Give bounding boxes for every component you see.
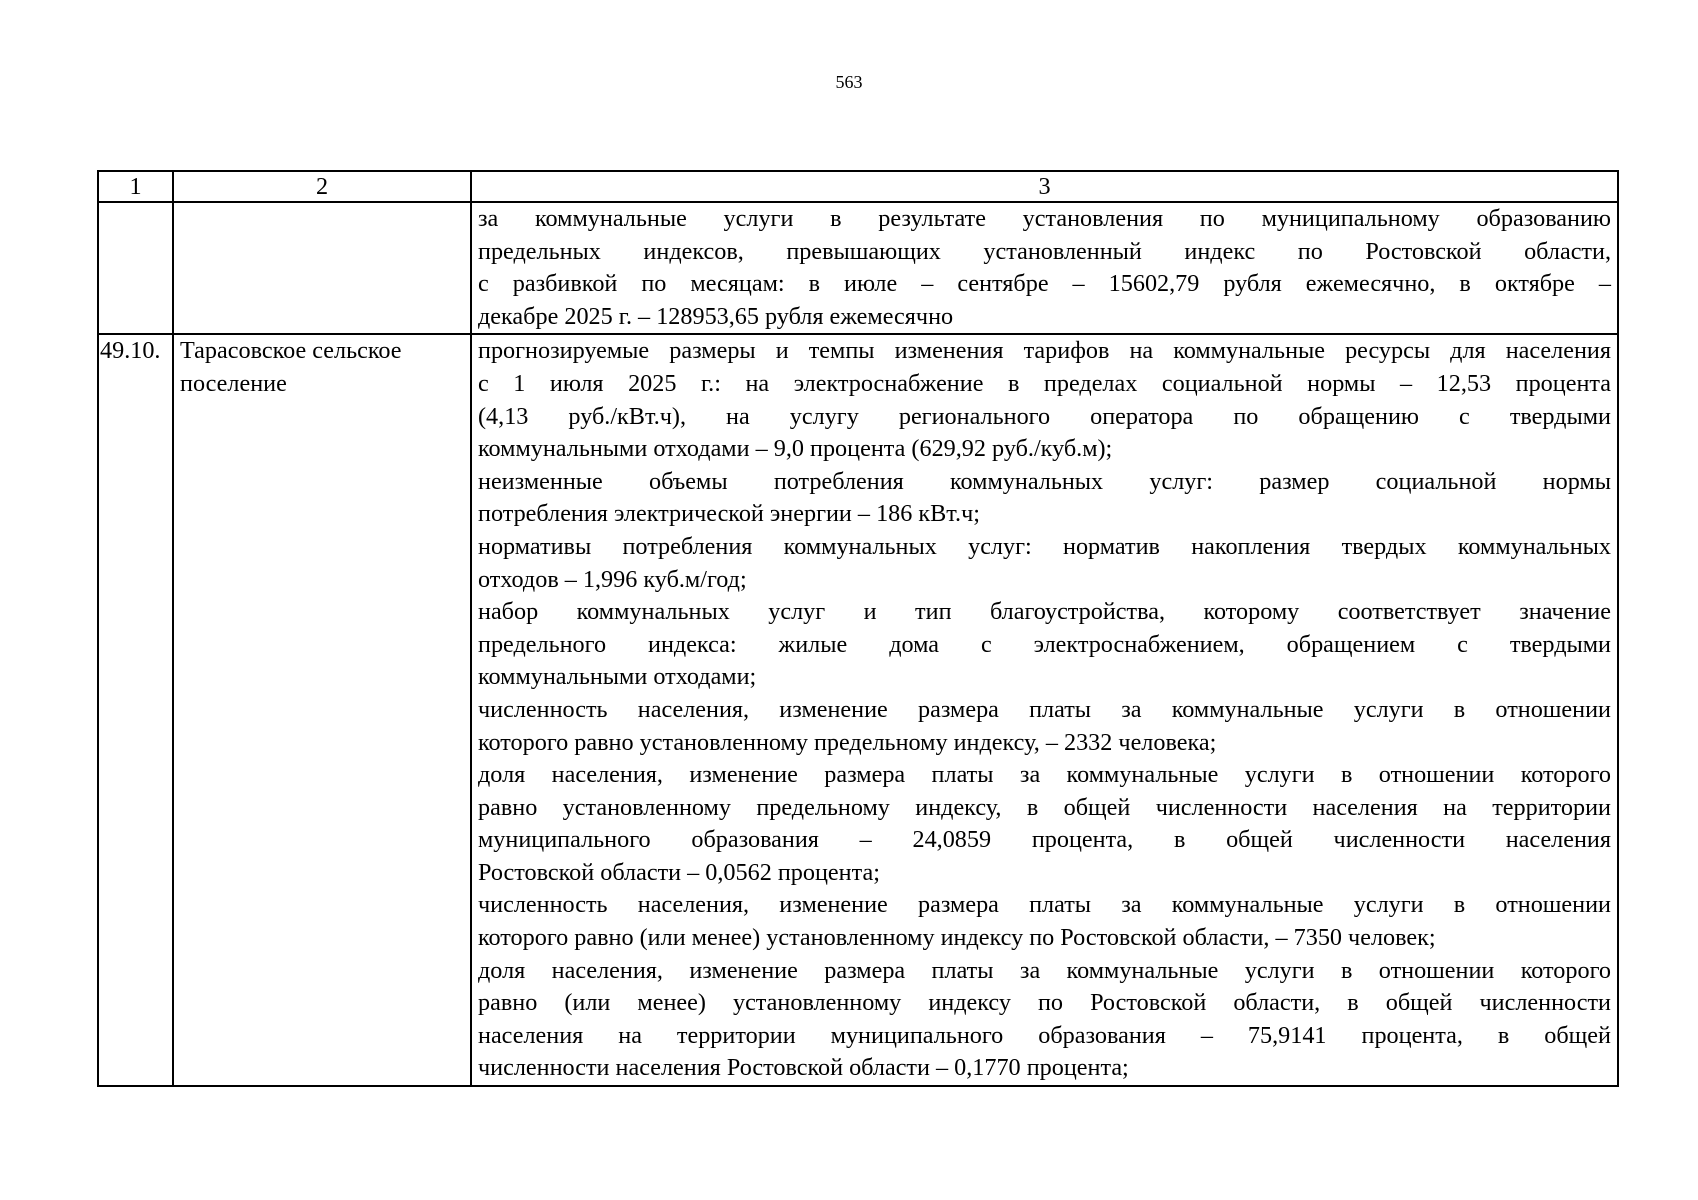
text-line: численность населения, изменение размера платы за коммунальные услуги в отношении bbox=[478, 695, 1611, 723]
entry-number: 49.10. bbox=[98, 334, 173, 1086]
text-line-last: потребления электрической энергии – 186 кВт.ч; bbox=[478, 500, 980, 528]
paragraph bbox=[478, 889, 1611, 954]
text-line-last: Ростовской области – 0,0562 процента; bbox=[478, 858, 880, 886]
table-row bbox=[98, 334, 1618, 1086]
text-line: равно (или менее) установленному индексу по Ростовской области, в общей численности bbox=[478, 989, 1611, 1017]
paragraph bbox=[478, 955, 1611, 1085]
text-line: муниципального образования – 24,0859 процента, в общей численности населения bbox=[478, 826, 1611, 854]
text-line: предельных индексов, превышающих установленный индекс по Ростовской области, bbox=[478, 237, 1611, 265]
text-line: прогнозируемые размеры и темпы изменения тарифов на коммунальные ресурсы для населения bbox=[478, 337, 1611, 365]
text-line: населения на территории муниципального образования – 75,9141 процента, в общей bbox=[478, 1021, 1611, 1049]
continuation-row bbox=[98, 202, 1618, 334]
table-header-row bbox=[98, 171, 1618, 202]
text-line: равно установленному предельному индексу, в общей численности населения на территории bbox=[478, 793, 1611, 821]
continuation-number-cell bbox=[98, 202, 173, 334]
page-number: 563 bbox=[835, 72, 863, 92]
entry-text-cell bbox=[471, 334, 1618, 1086]
continuation-name-cell bbox=[173, 202, 471, 334]
text-line: доля населения, изменение размера платы за коммунальные услуги в отношении которого bbox=[478, 956, 1611, 984]
paragraph bbox=[478, 596, 1611, 694]
text-line: неизменные объемы потребления коммунальных услуг: размер социальной нормы bbox=[478, 467, 1611, 495]
text-line-last: которого равно (или менее) установленному индексу по Ростовской области, – 7350 человек; bbox=[478, 924, 1436, 952]
text-line: набор коммунальных услуг и тип благоустройства, которому соответствует значение bbox=[478, 598, 1611, 626]
text-line: доля населения, изменение размера платы за коммунальные услуги в отношении которого bbox=[478, 761, 1611, 789]
data-table bbox=[97, 170, 1619, 1087]
column-header-3: 3 bbox=[471, 171, 1618, 202]
text-line-last: коммунальными отходами; bbox=[478, 663, 757, 691]
text-line: за коммунальные услуги в результате установления по муниципальному образованию bbox=[478, 205, 1611, 232]
entry-name: Тарасовское сельское поселение bbox=[173, 334, 471, 1086]
continuation-text-cell bbox=[471, 202, 1618, 334]
text-line-last: коммунальными отходами – 9,0 процента (629,92 руб./куб.м); bbox=[478, 435, 1113, 463]
paragraph bbox=[478, 759, 1611, 889]
paragraph bbox=[478, 335, 1611, 465]
column-header-2: 2 bbox=[173, 171, 471, 202]
text-line: с разбивкой по месяцам: в июле – сентябре – 15602,79 рубля ежемесячно, в октябре – bbox=[478, 270, 1611, 298]
text-line-last: декабре 2025 г. – 128953,65 рубля ежемесячно bbox=[478, 302, 954, 330]
column-header-1: 1 bbox=[98, 171, 173, 202]
text-line: с 1 июля 2025 г.: на электроснабжение в пределах социальной нормы – 12,53 процента bbox=[478, 369, 1611, 397]
text-line: численность населения, изменение размера платы за коммунальные услуги в отношении bbox=[478, 891, 1611, 919]
paragraph bbox=[478, 466, 1611, 531]
paragraph bbox=[478, 694, 1611, 759]
text-line-last: отходов – 1,996 куб.м/год; bbox=[478, 565, 747, 593]
text-line-last: которого равно установленному предельному индексу, – 2332 человека; bbox=[478, 728, 1217, 756]
text-line: предельного индекса: жилые дома с электроснабжением, обращением с твердыми bbox=[478, 630, 1611, 658]
paragraph bbox=[478, 531, 1611, 596]
text-line-last: численности населения Ростовской области – 0,1770 процента; bbox=[478, 1054, 1129, 1082]
text-line: (4,13 руб./кВт.ч), на услугу регионального оператора по обращению с твердыми bbox=[478, 402, 1611, 430]
text-line: нормативы потребления коммунальных услуг: норматив накопления твердых коммунальных bbox=[478, 532, 1611, 560]
